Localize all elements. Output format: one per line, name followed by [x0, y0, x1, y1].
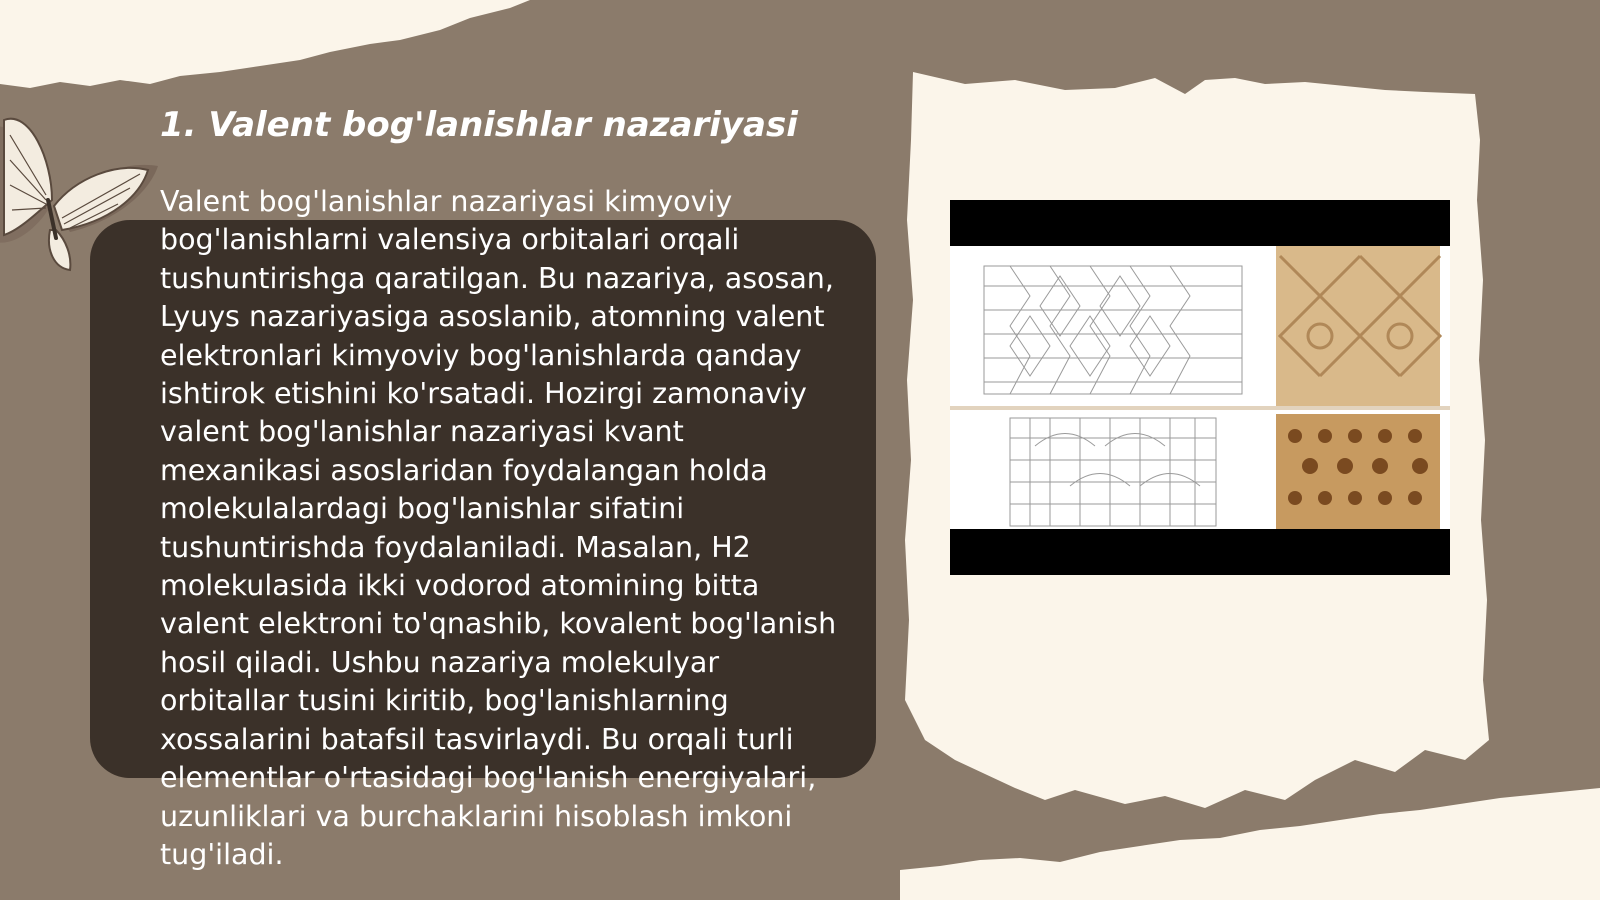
torn-paper-bottom: [900, 780, 1600, 900]
slide-body-text: Valent bog'lanishlar nazariyasi kimyoviy bog'lanishlarni valensiya orbitalari orqali tushuntirishga qaratilgan. Bu nazariya, asosan, Lyuys nazariyasiga asoslanib, atomning valent elektronlari kimyoviy bog'lanishlarda qanday ishtirok etishini ko'rsatadi. Hozirgi zamonaviy valent bog'lanishlar nazariyasi kvant mexanikasi asoslaridan foydalangan holda molekulalardagi bog'lanishlar sifatini tushuntirishda foydalaniladi. Masalan, H2 molekulasida ikki vodorod atomining bitta valent elektroni to'qnashib, kovalent bog'lanish hosil qiladi. Ushbu nazariya molekulyar orbitallar tusini kiritib, bog'lanishlarning xossalarini batafsil tasvirlaydi. Bu orqali turli elementlar o'rtasidagi bog'lanish energiyalari, uzunliklari va burchaklarini hisoblash imkoni tug'iladi.: [160, 185, 837, 871]
crochet-pattern-image-content: [950, 246, 1450, 529]
slide-title: 1. Valent bog'lanishlar nazariyasi: [160, 105, 798, 145]
butterfly-icon: [0, 100, 170, 280]
crochet-pattern-image: [950, 200, 1450, 575]
